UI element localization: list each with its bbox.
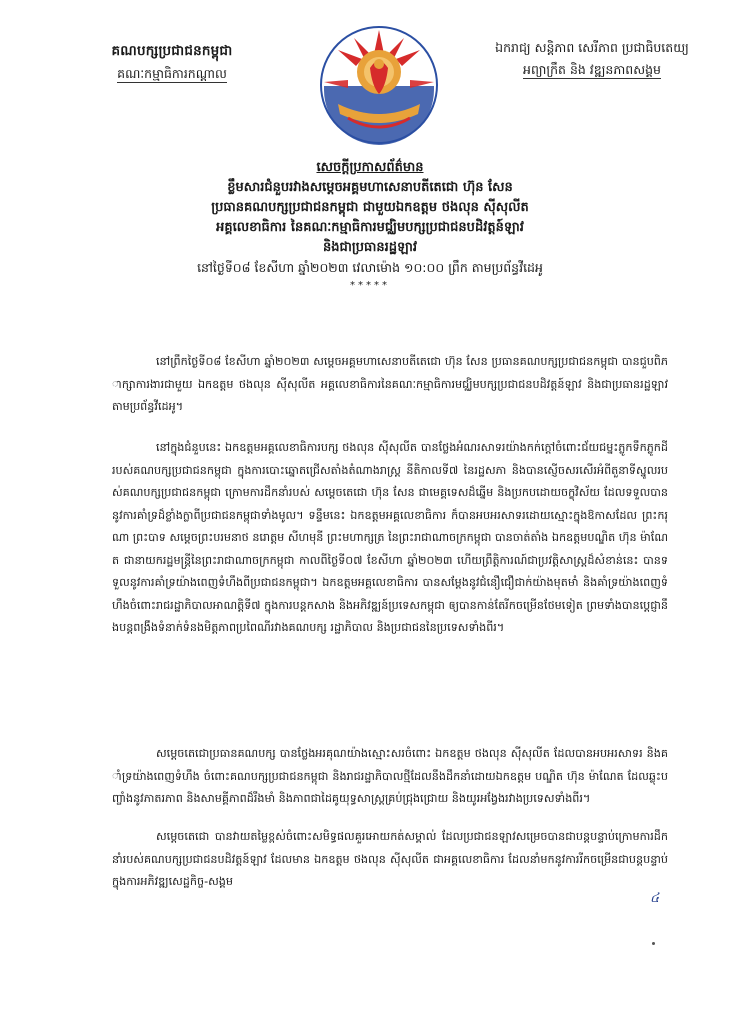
committee-name: គណៈកម្មាធិការកណ្តាល — [117, 66, 227, 81]
title-block — [130, 158, 610, 292]
title-line: ខ្លឹមសារជំនួបរវាងសម្តេចអគ្គមហាសេនាបតីតេជោ ហ៊ុន សែន — [227, 180, 513, 195]
title-line: និងជាប្រធានរដ្ឋឡាវ — [322, 240, 417, 255]
title-line: អគ្គលេខាធិការ នៃគណៈកម្មាធិការមជ្ឈិមបក្សប្រជាជនបដិវត្តន៍ឡាវ — [216, 220, 524, 235]
party-name: គណបក្សប្រជាជនកម្ពុជា — [111, 43, 233, 59]
scan-dot — [652, 942, 655, 945]
handwritten-page-mark: ៤ — [650, 891, 660, 906]
paragraph-3: សម្តេចតេជោប្រធានគណបក្ស បានថ្លែងអរគុណយ៉ាងស្មោះសរចំពោះ ឯកឧត្តម ថងលុន ស៊ីសុលីត ដែលបានអបអរសាទរ និងគាំទ្រយ៉ាងពេញទំហឹង ចំពោះគណបក្សប្រជាជនកម្ពុជា និងរាជរដ្ឋាភិបាលថ្មីដែលនឹងដឹកនាំដោយឯកឧត្តម បណ្ឌិត ហ៊ុន ម៉ាណែត ដែលឆ្លុះបញ្ចាំងនូវភាតរភាព និងសាមគ្គីភាពដ៏រឹងមាំ និងភាពជាដៃគូយុទ្ធសាស្ត្រគ្រប់ជ្រុងជ្រោយ និងយូរអង្វែងរវាងប្រទេសទាំងពីរ។ — [112, 747, 668, 806]
motto-line-2: អព្យាក្រឹត និង វឌ្ឍនភាពសង្គម — [523, 62, 661, 77]
paragraph-4: សម្តេចតេជោ បានវាយតម្លៃខ្ពស់ចំពោះសមិទ្ធផលគួរអោយកត់សម្គាល់ ដែលប្រជាជនឡាវសម្រេចបានជាបន្តបន្ទាប់ក្រោមការដឹកនាំរបស់គណបក្សប្រជាជនបដិវត្តន៍ឡាវ ដែលមាន ឯកឧត្តម ថងលុន ស៊ីសុលីត ជាអគ្គលេខាធិការ ដែលនាំមកនូវការរីកចម្រើនជាបន្តបន្ទាប់ក្នុងការអភិវឌ្ឍសេដ្ឋកិច្ច-សង្គម — [112, 830, 668, 889]
national-motto — [458, 40, 726, 81]
party-emblem-icon — [318, 24, 440, 146]
motto-line-1: ឯករាជ្យ សន្តិភាព សេរីភាព ប្រជាធិបតេយ្យ — [495, 40, 689, 55]
title-line: ប្រធានគណបក្សប្រជាជនកម្ពុជា ជាមួយឯកឧត្តម ថងលុន ស៊ីសុលីត — [211, 200, 529, 215]
paragraph-2: នៅក្នុងជំនួបនេះ ឯកឧត្តមអគ្គលេខាធិការបក្ស ថងលុន ស៊ីសុលីត បានថ្លែងអំណរសាទរយ៉ាងកក់ក្តៅចំពោះជ័យជម្នះភ្លូកទឹកភ្លូកដីរបស់គណបក្សប្រជាជនកម្ពុជា ក្នុងការបោះឆ្នោតជ្រើសតាំងតំណាងរាស្ត្រ នីតិកាលទី៧ នៃរដ្ឋសភា និងបានស្ញើចសរសើរអំពីតួនាទីស្នូលរបស់គណបក្សប្រជាជនកម្ពុជា ក្រោមការដឹកនាំរបស់ សម្តេចតេជោ ហ៊ុន សែន ជាមេគ្គទេសដ៏ឆ្នើម និងប្រកបដោយចក្ខុវិស័យ ដែលទទួលបាននូវការគាំទ្រដ៏ខ្លាំងក្លាពីប្រជាជនកម្ពុជាទាំងមូល។ ទន្ទឹមនេះ ឯកឧត្តមអគ្គលេខាធិការ ក៏បានអបអរសាទរដោយស្មោះក្នុងឱកាសដែល ព្រះករុណា ព្រះបាទ សម្តេចព្រះបរមនាថ នរោត្តម សីហមុនី ព្រះមហាក្សត្រ នៃព្រះរាជាណាចក្រកម្ពុជា បានចាត់តាំង ឯកឧត្តមបណ្ឌិត ហ៊ុន ម៉ាណែត ជានាយករដ្ឋមន្ត្រីនៃព្រះរាជាណាចក្រកម្ពុជា កាលពីថ្ងៃទី០៧ ខែសីហា ឆ្នាំ២០២៣ ហើយព្រឹត្តិការណ៍ជាប្រវត្តិសាស្ត្រដ៏សំខាន់នេះ បានទទួលនូវការគាំទ្រយ៉ាងពេញទំហឹងពីប្រជាជនកម្ពុជា។ ឯកឧត្តមអគ្គលេខាធិការ បានសម្តែងនូវជំនឿជឿជាក់យ៉ាងមុតមាំ និងគាំទ្រយ៉ាងពេញទំហឹងចំពោះរាជរដ្ឋាភិបាលអាណត្តិទី៧ ក្នុងការបន្តកសាង និងអភិវឌ្ឍន៍ប្រទេសកម្ពុជា ឲ្យបានកាន់តែរីកចម្រើនថែមទៀត ព្រមទាំងបានប្តេជ្ញានឹងបន្តពង្រឹងទំនាក់ទំនងមិត្តភាពប្រពៃណីរវាងគណបក្ស រដ្ឋាភិបាល និងប្រជាជននៃប្រទេសទាំងពីរ។ — [112, 441, 668, 635]
separator-stars: ***** — [350, 280, 390, 291]
dateline: នៅថ្ងៃទី០៨ ខែសីហា ឆ្នាំ២០២៣ វេលាម៉ោង ១០:០០ ព្រឹក តាមប្រព័ន្ធវីដេអូ — [197, 260, 543, 275]
document-title: សេចក្តីប្រកាសព័ត៌មាន — [316, 160, 424, 175]
paragraph-1: នៅព្រឹកថ្ងៃទី០៨ ខែសីហា ឆ្នាំ២០២៣ សម្តេចអគ្គមហាសេនាបតីតេជោ ហ៊ុន សែន ប្រធានគណបក្សប្រជាជនកម្ពុជា បានជួបពិភាក្សាការងារជាមួយ ឯកឧត្តម ថងលុន ស៊ីសុលីត អគ្គលេខាធិការនៃគណៈកម្មាធិការមជ្ឈិមបក្សប្រជាជនបដិវត្តន៍ឡាវ និងជាប្រធានរដ្ឋឡាវ តាមប្រព័ន្ធវីដេអូ។ — [112, 355, 668, 414]
party-header — [62, 42, 282, 85]
